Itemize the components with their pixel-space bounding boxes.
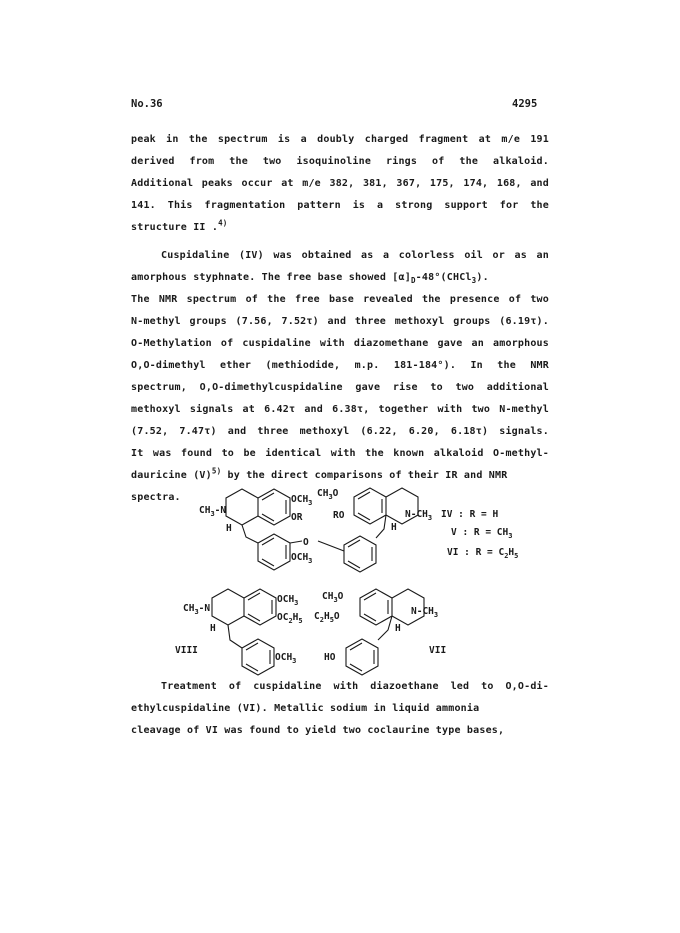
benzene-ring xyxy=(346,639,378,675)
or-label: OR xyxy=(291,512,303,523)
ethoxy-label: $OC_2H_5$ xyxy=(277,612,303,625)
hydrogen-label: H xyxy=(210,623,216,634)
double-bond xyxy=(246,643,270,671)
piperidine-ring xyxy=(226,489,258,525)
text-line: methoxyl signals at 6.42τ and 6.38τ, together with two N-methyl xyxy=(131,404,549,415)
methoxy-label: $CH_3O$ xyxy=(322,591,344,604)
benzene-ring xyxy=(258,489,290,525)
text-line: Treatment of cuspidaline with diazoethane led to O,O-di- xyxy=(161,681,549,692)
text-segment: amorphous styphnate. The free base showed [α] xyxy=(131,272,411,283)
text-line: It was found to be identical with the known alkaloid O-methyl- xyxy=(131,448,549,459)
text-line: The NMR spectrum of the free base revealed the presence of two xyxy=(131,294,549,305)
benzene-ring xyxy=(258,534,290,570)
text-line: ethylcuspidaline (VI). Metallic sodium in liquid ammonia xyxy=(131,703,480,714)
n-methyl-label: $N-CH_3$ xyxy=(411,606,439,619)
ro-label: RO xyxy=(333,510,345,521)
hydrogen-label: H xyxy=(395,623,401,634)
methoxy-label: $CH_3O$ xyxy=(317,488,339,501)
journal-number: No.36 xyxy=(131,98,163,110)
methoxy-label: $OCH_3$ xyxy=(291,494,313,507)
methoxy-label: $OCH_3$ xyxy=(275,652,297,665)
benzene-ring xyxy=(242,639,274,675)
benzene-ring xyxy=(244,589,276,625)
compound-label-viii: VIII xyxy=(175,645,198,656)
subscript: D xyxy=(410,276,416,285)
methoxy-label: $OCH_3$ xyxy=(291,552,313,565)
text-line: O,O-dimethyl ether (methiodide, m.p. 181-184°). In the NMR xyxy=(131,360,549,371)
n-methyl-label: $N-CH_3$ xyxy=(405,509,433,522)
text-line: Additional peaks occur at m/e 382, 381, 367, 175, 174, 168, and xyxy=(131,178,549,189)
bond xyxy=(228,625,242,648)
text-line: derived from the two isoquinoline rings of the alkaloid. xyxy=(131,156,549,167)
text-line: O-Methylation of cuspidaline with diazomethane gave an amorphous xyxy=(131,338,549,349)
double-bond xyxy=(348,540,372,568)
n-methyl-label: $CH_3-N$ xyxy=(199,505,227,518)
subscript: 3 xyxy=(471,276,477,285)
double-bond xyxy=(350,643,374,671)
double-bond xyxy=(262,493,286,521)
reference-mark: 5) xyxy=(211,466,222,476)
double-bond xyxy=(358,492,382,520)
compound-label-iv: IV : R = H xyxy=(441,509,499,520)
text-segment: by the direct comparisons of their IR and NMR xyxy=(221,470,508,481)
benzene-ring xyxy=(360,589,392,625)
compound-label-v: V : $R = CH_3$ xyxy=(451,527,513,540)
ether-bond xyxy=(318,541,344,551)
text-line: peak in the spectrum is a doubly charged fragment at m/e 191 xyxy=(131,134,549,145)
bond xyxy=(376,515,386,538)
text-segment: structure II . xyxy=(131,222,219,233)
ethoxy-label: $C_2H_5O$ xyxy=(314,611,340,624)
page-number: 4295 xyxy=(512,98,538,110)
hydrogen-label: H xyxy=(226,523,232,534)
double-bond xyxy=(364,593,388,621)
hydroxy-label: HO xyxy=(324,652,336,663)
text-line: N-methyl groups (7.56, 7.52τ) and three methoxyl groups (6.19τ). xyxy=(131,316,549,327)
ether-oxygen-label: O xyxy=(303,537,309,548)
piperidine-ring xyxy=(212,589,244,625)
ether-bond xyxy=(290,541,302,543)
compound-label-vii: VII xyxy=(429,645,447,656)
text-line: cleavage of VI was found to yield two coclaurine type bases, xyxy=(131,725,505,736)
text-segment: -48°(CHCl xyxy=(415,272,472,283)
text-line: (7.52, 7.47τ) and three methoxyl (6.22, 6.20, 6.18τ) signals. xyxy=(131,426,549,437)
text-line: 141. This fragmentation pattern is a strong support for the xyxy=(131,200,549,211)
methoxy-label: $OCH_3$ xyxy=(277,594,299,607)
hydrogen-label: H xyxy=(391,522,397,533)
text-line: spectra. xyxy=(131,492,181,503)
reference-mark: 4) xyxy=(218,218,228,228)
compound-label-vi: VI : $R = C_2H_5$ xyxy=(447,547,519,560)
benzene-ring xyxy=(354,488,386,524)
bond xyxy=(242,525,258,543)
text-line: spectrum, O,O-dimethylcuspidaline gave rise to two additional xyxy=(131,382,549,393)
benzene-ring xyxy=(344,536,376,572)
double-bond xyxy=(248,593,272,621)
text-segment: dauricine (V) xyxy=(131,470,212,481)
text-segment: ). xyxy=(476,272,489,283)
double-bond xyxy=(262,538,286,566)
n-methyl-label: $CH_3-N$ xyxy=(183,603,211,616)
text-line: Cuspidaline (IV) was obtained as a colorless oil or as an xyxy=(161,250,549,261)
